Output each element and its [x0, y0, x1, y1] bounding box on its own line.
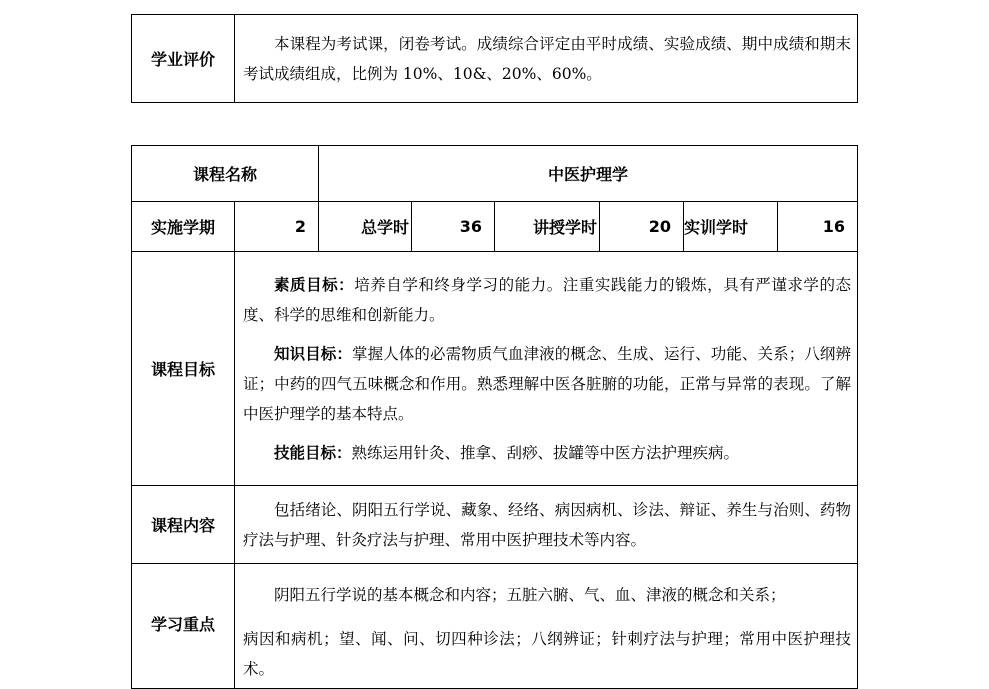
- skill-objective: [243, 438, 851, 468]
- objectives-text: [235, 252, 858, 486]
- key-points-line-1: 阴阳五行学说的基本概念和内容；五脏六腑、气、血、津液的概念和关系；: [274, 586, 786, 604]
- content-text: [235, 486, 858, 564]
- content-paragraph: 包括绪论、阴阳五行学说、藏象、经络、病因病机、诊法、辩证、养生与治则、药物疗法与护理、针灸疗法与护理、常用中医护理技术等内容。: [243, 500, 852, 549]
- total-hours-value: 36: [412, 202, 495, 252]
- content-label: 课程内容: [132, 486, 235, 564]
- semester-value: 2: [235, 202, 319, 252]
- course-name: 中医护理学: [319, 146, 858, 202]
- skill-objective-text: 熟练运用针灸、推拿、刮痧、拔罐等中医方法护理疾病。: [351, 443, 740, 462]
- knowledge-objective-text: 掌握人体的必需物质气血津液的概念、生成、运行、功能、关系；八纲辨证；中药的四气五味概念和作用。熟悉理解中医各脏腑的功能，正常与异常的表现。了解中医护理学的基本特点。: [243, 344, 852, 423]
- skill-objective-title: 技能目标：: [274, 443, 352, 462]
- practice-hours-label: 实训学时: [684, 202, 778, 252]
- quality-objective: [243, 270, 851, 330]
- knowledge-objective-title: 知识目标：: [274, 344, 352, 363]
- key-points-label: 学习重点: [132, 564, 235, 689]
- practice-hours-value: 16: [778, 202, 858, 252]
- semester-label: 实施学期: [132, 202, 235, 252]
- course-name-label: 课程名称: [132, 146, 319, 202]
- course-table: [131, 145, 858, 689]
- key-points-text: [235, 564, 858, 689]
- quality-objective-title: 素质目标：: [274, 275, 355, 294]
- assessment-text: [235, 15, 858, 103]
- key-points-line-2: 病因和病机；望、闻、问、切四种诊法；八纲辨证；针刺疗法与护理；常用中医护理技术。: [243, 630, 852, 678]
- assessment-paragraph: 本课程为考试课，闭卷考试。成绩综合评定由平时成绩、实验成绩、期中成绩和期末考试成绩组成，比例为 10%、10&、20%、60%。: [243, 34, 851, 83]
- assessment-table: [131, 14, 858, 103]
- lecture-hours-value: 20: [600, 202, 684, 252]
- knowledge-objective: [243, 339, 851, 429]
- lecture-hours-label: 讲授学时: [495, 202, 600, 252]
- assessment-label: 学业评价: [132, 15, 235, 103]
- total-hours-label: 总学时: [319, 202, 412, 252]
- quality-objective-text: 培养自学和终身学习的能力。注重实践能力的锻炼，具有严谨求学的态度、科学的思维和创新能力。: [243, 275, 852, 324]
- objectives-label: 课程目标: [132, 252, 235, 486]
